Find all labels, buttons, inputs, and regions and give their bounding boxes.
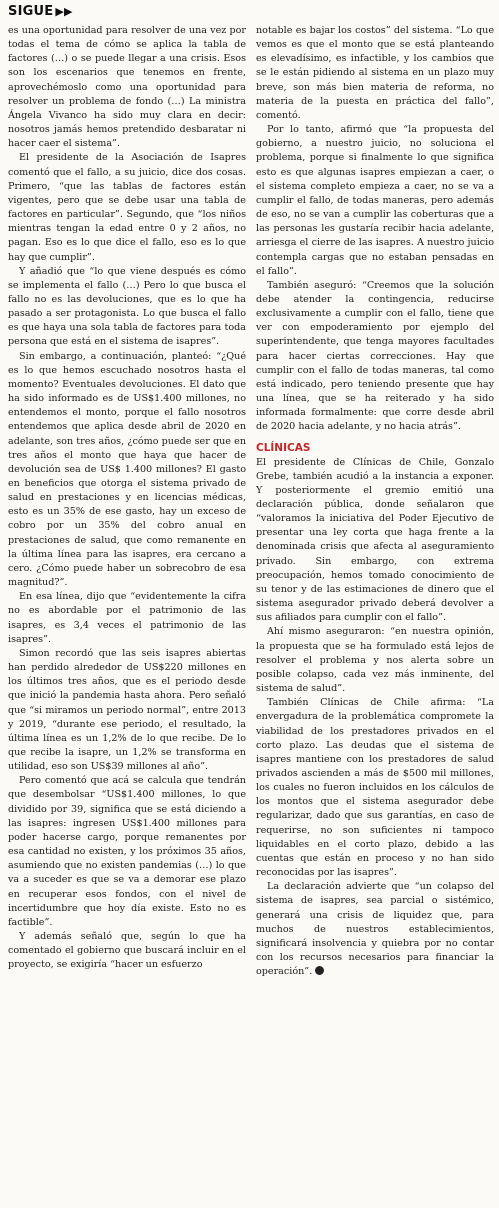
end-of-article-icon [315,966,324,975]
left-column [8,24,246,972]
paragraph-text: La declaración advierte que “un colapso del sistema de isapres, sea parcial o sistémico, generará una crisis de liquidez que, para muchos de nuestros establecimientos, significará insolvencia y quiebra por no contar con los recursos necesarios para financiar la operación”. [256,881,494,978]
paragraph: Y además señaló que, según lo que ha comentado el gobierno que buscará incluir en el proyecto, se exigiría “hacer un esfuerzo [8,931,246,971]
paragraph: es una oportunidad para resolver de una vez por todas el tema de cómo se aplica la tabla de factores (…) o se puede llegar a una crisis. Esos son los escenarios que tenemos en frente, aprovechémoslo como una oportunidad para resolver un problema de fondo (…) La ministra Ángela Vivanco ha sido muy clara en decir: nosotros jamás hemos pretendido desbaratar ni hacer caer el sistema”. [8,25,246,150]
paragraph: Simon recordó que las seis isapres abiertas han perdido alrededor de US$220 millones en los últimos tres años, que es el periodo desde que inició la pandemia hasta ahora. Pero señaló que “si miramos un periodo normal”, entre 2013 y 2019, “durante ese periodo, el resultado, la última línea es un 1,2% de lo que recibe. De lo que recibe la isapre, un 1,2% se transforma en utilidad, eso son US$39 millones al año”. [8,647,246,773]
paragraph: Pero comentó que acá se calcula que tendrán que desembolsar “US$1.400 millones, lo que dividido por 39, significa que se está diciendo a las isapres: ingresen US$1.400 millones para poder hacerse cargo, porque remanentes por esa cantidad no existen, y los próximos 35 años, asumiendo que no existen pandemias (…) lo que va a suceder es que se va a demorar ese plazo en recuperar esos fondos, con el nivel de incertidumbre que hoy día existe. Esto no es factible”. [8,775,246,928]
paragraph: Ahí mismo aseguraron: “en nuestra opinión, la propuesta que se ha formulado está lejos de resolver el problema y nos alerta sobre un posible colapso, cada vez más inminente, del sistema de salud”. [256,626,494,695]
paragraph: notable es bajar los costos” del sistema. “Lo que vemos es que el monto que se está planteando es elevadísimo, es infactible, y los cambios que se le están pidiendo al sistema en un plazo muy breve, son más bien materia de reforma, no materia de la puesta en práctica del fallo”, comentó. [256,25,494,121]
paragraph: En esa línea, dijo que “evidentemente la cifra no es abordable por el patrimonio de las isapres, es 3,4 veces el patrimonio de las isapres”. [8,591,246,645]
continue-label: SIGUE [8,4,54,19]
paragraph: También Clínicas de Chile afirma: “La envergadura de la problemática compromete la viabilidad de los prestadores privados en el corto plazo. Las deudas que el sistema de isapres mantiene con los prestadores de salud privados ascienden a más de $500 mil millones, los cuales no fueron incluidos en los cálculos de los montos que el sistema asegurador debe regularizar, dado que sus garantías, en caso de requerirse, no son suficientes ni tampoco liquidables en el corto plazo, debido a las cuentas que están en proceso y no han sido reconocidas por las isapres”. [256,697,494,879]
right-column [256,24,494,979]
continue-header [8,4,73,19]
paragraph: Sin embargo, a continuación, planteó: “¿Qué es lo que hemos escuchado nosotros hasta el momento? Eventuales devoluciones. El dato que ha sido informado es de US$1.400 millones, no entendemos el monto, porque el fallo nosotros entendemos que aplica desde abril de 2020 en adelante, son tres años, ¿cómo puede ser que en tres años el monto que haya que hacer de devolución sea de US$ 1.400 millones? El gasto en beneficios que otorga el sistema privado de salud en prestaciones y en licencias médicas, esto es un 35% de ese gasto, hay un exceso de cobro por un 35% del cobro anual en prestaciones de salud, que como remanente en la última línea para las isapres, era cercano a cero. ¿Cómo puede haber un sobrecobro de esa magnitud?”. [8,350,246,589]
paragraph: También aseguró: “Creemos que la solución debe atender la contingencia, reducirse exclusivamente a cumplir con el fallo, tiene que ver con empoderamiento por ejemplo del superintendente, que tenga mayores facultades para hacer ciertas correcciones. Hay que cumplir con el fallo de todas maneras, tal como está indicado, pero teniendo presente que hay una línea, que se ha reiterado y ha sido informada formalmente: que corre desde abril de 2020 hacia adelante, y no hacia atrás”. [256,279,494,433]
paragraph: El presidente de Clínicas de Chile, Gonzalo Grebe, también acudió a la instancia a exponer. Y posteriormente el gremio emitió una declaración pública, donde señalaron que “valoramos la iniciativa del Poder Ejecutivo de presentar una ley corta que haga frente a la denominada crisis que afecta al aseguramiento privado. Sin embargo, con extrema preocupación, hemos tomado conocimiento de su tenor y de las estimaciones de dinero que el sistema asegurador privado deberá devolver a sus afiliados para cumplir con el fallo”. [256,456,494,624]
paragraph: Y añadió que “lo que viene después es cómo se implementa el fallo (…) Pero lo que busca el fallo no es las devoluciones, que es lo que ha pasado a ser protagonista. Lo que busca el fallo es que haya una sola tabla de factores para toda persona que está en el sistema de isapres”. [8,265,246,348]
section-heading: CLÍNICAS [256,441,311,454]
continue-arrows-icon: ▶▶ [55,5,73,18]
last-paragraph [256,880,494,979]
paragraph: El presidente de la Asociación de Isapres comentó que el fallo, a su juicio, dice dos cosas. Primero, “que las tablas de factores están vigentes, pero que se debe usar una tabla de factores en particular”. Segundo, que “los niños mientras tengan la edad entre 0 y 2 años, no pagan. Eso es lo que dice el fallo, eso es lo que hay que cumplir”. [8,152,246,263]
paragraph: Por lo tanto, afirmó que “la propuesta del gobierno, a nuestro juicio, no soluciona el problema, porque si finalmente lo que significa esto es que algunas isapres empiezan a caer, o el sistema completo empieza a caer, no se va a cumplir el fallo, de todas maneras, pero además de eso, no se van a cumplir las coberturas que a las personas les gustaría recibir hacia adelante, arriesga el cierre de las isapres. A nuestro juicio contempla cargas que no estaban pensadas en el fallo”. [256,124,494,277]
